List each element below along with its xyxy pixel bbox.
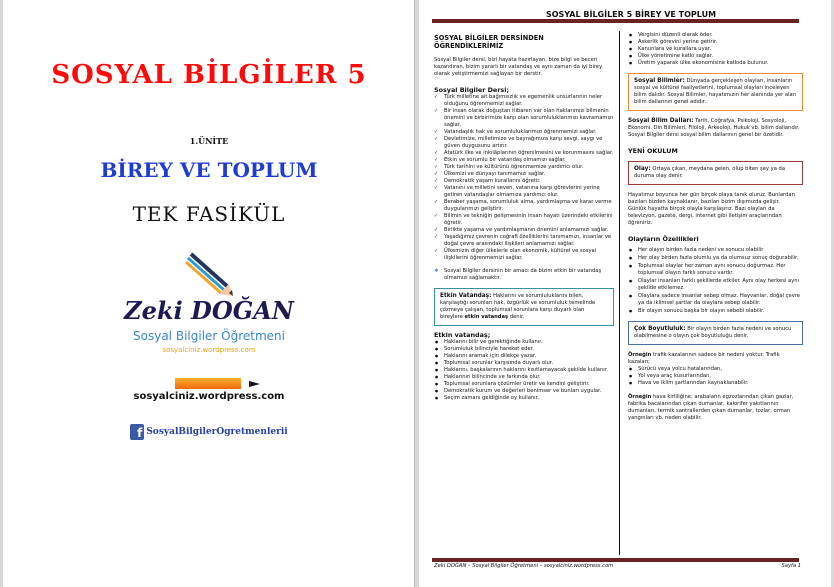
list-item: ✓ Birlikte yaşama ve yardımlaşmanın önemini anlamamızı sağlar. [434, 227, 614, 234]
example-1-list [628, 366, 803, 387]
definition-text: Haklarını ve sorumluluklarını bilen, karşılaştığı sorunları hak, özgürlük ve sorumluluk temelinde çözmeye çalışan, toplumsal sorunlara karşı duyarlı olan bireylere [440, 293, 596, 320]
section-heading: SOSYAL BİLGİLER DERSİNDEN ÖĞRENDİKLERİMİZ [434, 34, 544, 50]
definition-emphasis: etkin vatandaş [464, 314, 509, 320]
list-item: ✓ Atatürk ilke ve inkılâplarının öğrenilmesini ve korunmasını sağlar. [434, 150, 614, 157]
example-1 [628, 352, 803, 366]
list-item: ✓ Yaşadığımız çevrenin coğrafi özelliklerini tanımamızı, insanlar ve doğal çevre arasındaki ilişkileri anlamamızı sağlar. [434, 234, 614, 248]
fascicle-label: TEK FASİKÜL [132, 202, 286, 226]
footer-author: Zeki DOĞAN – Sosyal Bilgiler Öğretmeni – sosyalciniz.wordpress.com [434, 563, 614, 569]
intro-paragraph: Sosyal Bilgiler dersi, bizi hayata hazırlayan, bize bilgi ve beceri kazandıran, bizim yararlı bir vatandaş ve aynı zaman da iyi birey olarak yetiştirmemizi sağlayan bir derstir. [434, 57, 603, 77]
list-item: ● Sorumluluk bilinciyle hareket eder. [434, 346, 614, 353]
list-item: ● Haklarını aramak için dilekçe yazar. [434, 353, 614, 360]
list-item: ● Her olayın birden fazla nedeni ve sonucu olabilir [628, 247, 803, 254]
list-item: ✓ Beraber yaşama, sorumluluk alma, yardımlaşma ve karar verme duygularımızı geliştirir. [434, 199, 614, 213]
page-number: Sayfa 1 [781, 563, 801, 569]
brand-site-link[interactable]: sosyalciniz.wordpress.com [133, 391, 285, 402]
definition-term: Olay: [634, 166, 651, 172]
cover-page [3, 0, 415, 587]
list-item: ● Ülke yönetimine katkı sağlar. [628, 53, 803, 60]
example-text: hava kirliliğine; arabaların egzozlarından çıkan gazlar, fabrika bacalarından çıkan dumanlar, kalorifer yakıtlarının dumanları, termik santrallerden çıkan dumanlar, tozlar, orman yangınları vb. neden olabilir. [628, 394, 794, 421]
branches-text: Tarih, Coğrafya, Psikoloji, Sosyoloji, Ekonomi, Din Bilimleri, Filoloji, Arkeoloji, Hukuk vb. bilim dallarıdır. [628, 118, 800, 131]
column-divider [619, 31, 620, 555]
event-paragraph-1: Hayatımız boyunca her gün birçok olaya tanık oluruz. Bunlardan bazıları bizden kaynaklanır, bazıları bizim dışımızda gelişir. [628, 192, 795, 205]
example-2 [628, 394, 803, 422]
subject-heading: Sosyal Bilgiler Dersi; [434, 86, 509, 94]
list-item: ● Demokratik kurum ve değerleri benimser ve bunları uygular. [434, 388, 614, 395]
facebook-page-name: SosyalBilgilerOgretmenlerii [146, 427, 288, 437]
list-item: ● Haklarını, başkalarının haklarını kısıtlamayacak şekilde kullanır. [434, 367, 614, 374]
left-column [434, 32, 614, 402]
definition-text: Bir olayın birden fazla nedeni ve sonucu olabilmesine o olayın çok boyutluluğu denir. [634, 326, 792, 339]
example-lead: Örneğin [628, 352, 652, 358]
list-item: ● Toplumsal sorunlar karşısında duyarlı olur. [434, 360, 614, 367]
branches-paragraph [628, 118, 803, 132]
pencil-icon [183, 250, 243, 300]
list-item: ✓ Demokratik yaşam kurallarını öğretir. [434, 178, 614, 185]
list-item: ● Bir olayın sonucu başka bir olayın sebebi olabilir. [628, 308, 803, 315]
list-item: ● Toplumsal olaylar her zaman aynı sonucu doğurmaz. Her toplumsal olayın farklı sonucu vardır. [628, 263, 803, 277]
definition-term: Sosyal Bilimler: [634, 78, 685, 84]
definition-box-event [628, 161, 803, 185]
list-item: ✓ Ülkemizin diğer ülkelerle olan ekonomik, kültürel ve sosyal ilişkilerini öğrenmemizi sağlar. [434, 248, 614, 262]
list-item: ✓ Devletimize, milletimize ve bayrağımıza karşı sevgi, saygı ve güven duygusunu artırır. [434, 136, 614, 150]
example-text: trafik kazalarının sadece bir nedeni yoktur. Trafik kazaları; [628, 352, 780, 365]
list-item: ✓ Etkin ve sorumlu bir vatandaş olmamızı sağlar. [434, 157, 614, 164]
features-heading: Olayların Özellikleri [628, 235, 699, 243]
list-item: ● Üretim yaparak ülke ekonomisine katkıda bulunur. [628, 60, 803, 67]
example-lead: Örneğin [628, 394, 652, 400]
definition-box-multidimensionality [628, 321, 803, 345]
unit-label: 1.ÜNİTE [189, 136, 229, 146]
active-citizen-list [434, 339, 614, 402]
definition-term: Etkin Vatandaş: [440, 293, 492, 299]
list-item: ● Olaylara sadece insanlar sebep olmaz. Hayvanlar, doğal çevre ya da iklimsel şartlar da olaylara sebep olabilir. [628, 293, 803, 307]
right-column [628, 32, 803, 422]
list-item: ● Yol veya araç kusurlarından, [628, 373, 803, 380]
author-name: Zeki DOĞAN [124, 296, 294, 325]
list-item: ● Hava ve iklim şartlarından kaynaklanabilir. [628, 380, 803, 387]
active-citizen-list-continued [628, 32, 803, 67]
list-item: ● Sürücü veya yolcu hatalarından, [628, 366, 803, 373]
definition-text: Ortaya çıkan, meydana gelen, olup biten şey ya da duruma olay denir. [634, 166, 786, 179]
facebook-icon: f [130, 424, 144, 440]
author-site-link[interactable]: sosyalciniz.wordpress.com [162, 346, 256, 354]
list-item: ● Toplumsal sorunlara çözümler üretir ve kendini geliştirir. [434, 381, 614, 388]
footer-rule [432, 558, 799, 562]
unit-title: BİREY VE TOPLUM [100, 158, 318, 182]
list-item: ✓ Bilimin ve tekniğin gelişmesinin insan hayatı üzerindeki etkilerini öğretir. [434, 213, 614, 227]
section-heading-new-school: YENİ OKULUM [628, 147, 678, 155]
running-header: SOSYAL BİLGİLER 5 BİREY VE TOPLUM [545, 10, 717, 19]
definition-box-social-sciences [628, 73, 803, 111]
list-item: ● Haklarını bilir ve gerektiğinde kullanır. [434, 339, 614, 346]
subject-list [434, 94, 614, 262]
arrow-icon [249, 381, 260, 387]
aim-note: ❖ Sosyal Bilgiler dersinin bir amacı da bizim etkin bir vatandaş olmamızı sağlamaktır. [434, 268, 614, 282]
list-item: ● Her olay birden fazla olumlu ya da olumsuz sonuç doğurabilir. [628, 255, 803, 262]
list-item: ● Seçim zamanı geldiğinde oy kullanır. [434, 395, 614, 402]
list-item: ✓ Ülkemizi ve dünyayı tanımamızı sağlar. [434, 171, 614, 178]
active-citizen-heading: Etkin vatandaş; [434, 331, 491, 339]
brand-pencil-bar [175, 378, 241, 389]
list-item: ● Haklarının bilincinde ve farkında olur. [434, 374, 614, 381]
cover-title: SOSYAL BİLGİLER 5 [51, 60, 367, 90]
features-list [628, 247, 803, 315]
list-item: ● Vergisini düzenli olarak öder. [628, 32, 803, 39]
list-item: ✓ Türk milletine ait bağımsızlık ve egemenlik unsurlarının neler olduğunu öğrenmemizi sağlar. [434, 94, 614, 108]
content-page [419, 0, 831, 587]
event-paragraph-2: Günlük hayatta birçok olayla karşılaşırız. Bazı olayları da televizyon, gazete, dergi, internet gibi iletişim araçlarından öğreniriz. [628, 206, 782, 226]
definition-end: denir. [508, 314, 525, 320]
header-rule [432, 19, 799, 23]
branches-term: Sosyal Bilim Dalları: [628, 118, 694, 124]
list-item: ✓ Bir insan olarak doğuştan itibaren var olan haklarımızı bilmenin önemini ve birbirimize karşı olan sorumluluklarımızı kavramamızı sağlar. [434, 108, 614, 129]
facebook-link[interactable] [3, 424, 415, 440]
definition-term: Çok Boyutluluk: [634, 326, 686, 332]
branches-summary: Sosyal Bilgiler dersi sosyal bilim dallarının genel bir özetidir. [628, 132, 784, 138]
list-item: ✓ Vatanını ve milletini seven, vatanına karşı görevlerini yerine getiren vatandaşlar olmamıza yardımcı olur. [434, 185, 614, 199]
list-item: ✓ Türk tarihini ve kültürünü öğrenmemize yardımcı olur. [434, 164, 614, 171]
list-item: ✓ Vatandaşlık hak ve sorumluluklarımızı öğrenmemizi sağlar. [434, 129, 614, 136]
list-item: ● Olaylar insanları farklı şekillerde etkiler. Aynı olay herkesi aynı şekilde etkilemez. [628, 278, 803, 292]
author-role: Sosyal Bilgiler Öğretmeni [133, 329, 285, 343]
definition-box-active-citizen [434, 288, 614, 326]
list-item: ● Kanunlara ve kurallara uyar. [628, 46, 803, 53]
list-item: ● Askerlik görevini yerine getirir. [628, 39, 803, 46]
definition-text: Dünyada gerçekleşen olayları, insanların sosyal ve kültürel faaliyetlerini, toplumsal olayları inceleyen bilim dalıdır. Sosyal Bilimler, hayatımızın her alanında yer alan bilim dallarının genel adıdır. [634, 78, 796, 105]
